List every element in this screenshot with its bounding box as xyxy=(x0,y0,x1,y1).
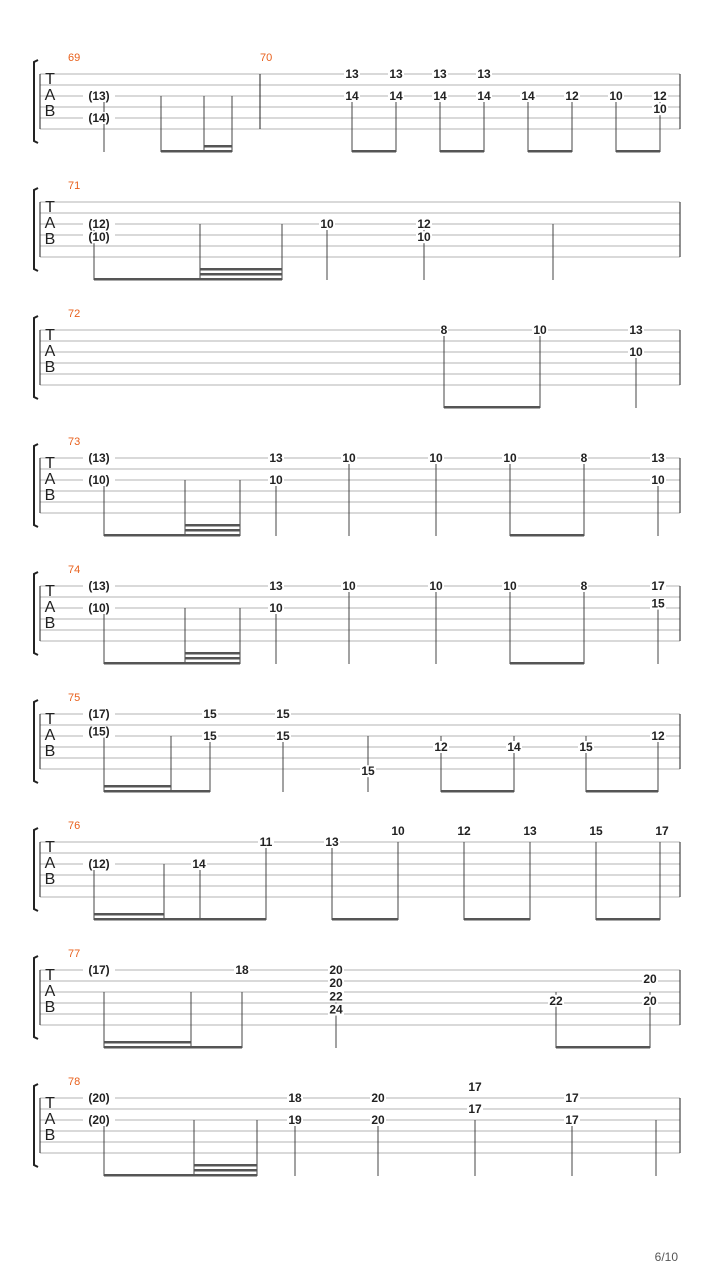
fret-number: 10 xyxy=(391,824,405,838)
note-beam xyxy=(104,785,171,788)
fret-number: 14 xyxy=(433,89,447,103)
measure-number: 73 xyxy=(68,436,81,448)
fret-number: 20 xyxy=(643,993,657,1008)
fret-number: 8 xyxy=(580,579,588,593)
note-beam xyxy=(94,918,164,921)
note-beam xyxy=(94,913,164,916)
fret-number: (14) xyxy=(88,111,110,125)
fret-number: (12) xyxy=(88,857,110,871)
fret-number: 10 xyxy=(429,579,443,593)
fret-number: 20 xyxy=(371,1091,385,1105)
fret-number: 24 xyxy=(329,1002,343,1017)
fret-number: (17) xyxy=(88,963,110,977)
system-bracket xyxy=(34,828,38,911)
fret-number: 14 xyxy=(477,89,491,103)
measure-number: 77 xyxy=(68,948,81,960)
tab-clef-letter: A xyxy=(44,599,56,616)
fret-number: 8 xyxy=(440,323,448,337)
tab-system xyxy=(34,564,680,665)
note-beam xyxy=(200,273,282,276)
fret-number: (13) xyxy=(88,579,110,593)
note-beam xyxy=(441,790,514,793)
fret-number: (17) xyxy=(88,707,110,721)
fret-number: 13 xyxy=(523,824,537,838)
system-bracket xyxy=(34,1084,38,1167)
measure-number: 78 xyxy=(68,1076,81,1088)
note-beam xyxy=(185,657,240,660)
fret-number: 10 xyxy=(320,217,334,231)
tab-clef-letter: T xyxy=(45,1095,55,1112)
fret-number: 10 xyxy=(503,579,517,593)
system-bracket xyxy=(34,316,38,399)
fret-number: 19 xyxy=(288,1113,302,1127)
fret-number: 14 xyxy=(507,740,521,754)
note-beam xyxy=(528,150,572,153)
measure-number: 74 xyxy=(68,564,81,576)
fret-number: 13 xyxy=(477,67,491,81)
fret-number: 15 xyxy=(276,707,290,721)
fret-number: 15 xyxy=(579,740,593,754)
note-beam xyxy=(185,529,240,532)
fret-number: (10) xyxy=(88,601,110,615)
tab-clef-letter: T xyxy=(45,327,55,344)
note-beam xyxy=(104,790,171,793)
fret-number: (10) xyxy=(88,230,110,245)
fret-number: 13 xyxy=(269,451,283,465)
tab-clef-letter: A xyxy=(44,983,56,1000)
fret-number: 13 xyxy=(629,323,643,337)
fret-number: 17 xyxy=(565,1091,579,1105)
tab-clef-letter: T xyxy=(45,711,55,728)
fret-number: 12 xyxy=(457,824,471,838)
measure-number: 72 xyxy=(68,308,81,320)
fret-number: 14 xyxy=(389,89,403,103)
note-beam xyxy=(185,534,240,537)
fret-number: 8 xyxy=(580,451,588,465)
tab-system xyxy=(34,948,680,1049)
system-bracket xyxy=(34,60,38,143)
fret-number: 13 xyxy=(389,67,403,81)
fret-number: 11 xyxy=(259,835,273,849)
fret-number: 13 xyxy=(325,835,339,849)
fret-number: 17 xyxy=(655,824,669,838)
fret-number: 15 xyxy=(276,729,290,743)
fret-number: 10 xyxy=(533,323,547,337)
fret-number: 17 xyxy=(565,1113,579,1127)
system-bracket xyxy=(34,444,38,527)
fret-number: 17 xyxy=(468,1102,482,1116)
tab-clef-letter: B xyxy=(44,231,56,248)
tab-clef-letter: B xyxy=(44,1127,56,1144)
system-bracket xyxy=(34,188,38,271)
note-beam xyxy=(556,1046,650,1049)
fret-number: 15 xyxy=(203,729,217,743)
fret-number: 15 xyxy=(361,764,375,779)
system-bracket xyxy=(34,956,38,1039)
note-beam xyxy=(444,406,540,409)
note-beam xyxy=(200,268,282,271)
fret-number: 12 xyxy=(565,89,579,103)
note-beam xyxy=(616,150,660,153)
fret-number: 15 xyxy=(589,824,603,838)
measure-number: 69 xyxy=(68,52,81,64)
fret-number: 10 xyxy=(417,230,431,245)
fret-number: 20 xyxy=(643,971,657,986)
note-beam xyxy=(510,534,584,537)
note-beam xyxy=(440,150,484,153)
fret-number: (13) xyxy=(88,89,110,103)
note-beam xyxy=(204,150,232,153)
tab-system xyxy=(34,820,680,921)
fret-number: 10 xyxy=(653,102,667,117)
tab-clef-letter: A xyxy=(44,215,56,232)
tab-clef-letter: B xyxy=(44,359,56,376)
fret-number: 10 xyxy=(342,451,356,465)
fret-number: 15 xyxy=(651,596,665,611)
measure-number: 71 xyxy=(68,180,81,192)
system-bracket xyxy=(34,700,38,783)
fret-number: 10 xyxy=(342,579,356,593)
tab-clef-letter: A xyxy=(44,471,56,488)
note-beam xyxy=(104,1041,191,1044)
note-beam xyxy=(194,1164,257,1167)
fret-number: (13) xyxy=(88,451,110,465)
note-beam xyxy=(200,278,282,281)
fret-number: 13 xyxy=(651,451,665,465)
fret-number: 20 xyxy=(329,976,343,991)
note-beam xyxy=(185,524,240,527)
tab-system xyxy=(34,180,680,281)
fret-number: 13 xyxy=(433,67,447,81)
tab-clef-letter: A xyxy=(44,1111,56,1128)
measure-number: 76 xyxy=(68,820,81,832)
measure-number: 75 xyxy=(68,692,81,704)
tab-clef-letter: T xyxy=(45,583,55,600)
fret-number: 13 xyxy=(269,579,283,593)
tab-clef-letter: T xyxy=(45,967,55,984)
fret-number: 10 xyxy=(609,89,623,103)
fret-number: 14 xyxy=(192,857,206,871)
tab-clef-letter: B xyxy=(44,871,56,888)
note-beam xyxy=(185,652,240,655)
tab-clef-letter: T xyxy=(45,71,55,88)
fret-number: 10 xyxy=(429,451,443,465)
tab-clef-letter: T xyxy=(45,199,55,216)
tab-clef-letter: B xyxy=(44,615,56,632)
tab-system xyxy=(34,308,680,409)
note-beam xyxy=(510,662,584,665)
note-beam xyxy=(352,150,396,153)
fret-number: 10 xyxy=(651,473,665,487)
system-bracket xyxy=(34,572,38,655)
fret-number: 10 xyxy=(269,601,283,615)
fret-number: 12 xyxy=(417,217,431,231)
tab-clef-letter: T xyxy=(45,839,55,856)
note-beam xyxy=(104,1046,191,1049)
fret-number: (20) xyxy=(88,1091,110,1105)
fret-number: 18 xyxy=(235,963,249,977)
fret-number: 12 xyxy=(434,740,448,754)
fret-number: 22 xyxy=(549,993,563,1008)
note-beam xyxy=(332,918,398,921)
fret-number: 14 xyxy=(521,89,535,103)
fret-number: (12) xyxy=(88,217,110,231)
tab-clef-letter: B xyxy=(44,743,56,760)
tab-system xyxy=(34,52,680,153)
tab-clef-letter: A xyxy=(44,343,56,360)
fret-number: 20 xyxy=(329,963,343,977)
fret-number: 13 xyxy=(345,67,359,81)
fret-number: 17 xyxy=(651,579,665,593)
tab-system xyxy=(34,692,680,793)
fret-number: 22 xyxy=(329,989,343,1004)
note-beam xyxy=(464,918,530,921)
fret-number: 20 xyxy=(371,1113,385,1127)
measure-number: 70 xyxy=(260,52,273,64)
note-beam xyxy=(586,790,658,793)
tab-clef-letter: B xyxy=(44,487,56,504)
tab-clef-letter: B xyxy=(44,103,56,120)
note-beam xyxy=(596,918,660,921)
page-number: 6/10 xyxy=(654,1250,678,1264)
tab-clef-letter: B xyxy=(44,999,56,1016)
fret-number: 10 xyxy=(503,451,517,465)
fret-number: 15 xyxy=(203,707,217,721)
fret-number: 10 xyxy=(629,345,643,359)
tab-system xyxy=(34,436,680,537)
tab-clef-letter: A xyxy=(44,855,56,872)
fret-number: (10) xyxy=(88,473,110,487)
fret-number: 17 xyxy=(468,1080,482,1094)
fret-number: (15) xyxy=(88,724,110,739)
note-beam xyxy=(204,145,232,148)
tab-system xyxy=(34,1076,680,1177)
fret-number: (20) xyxy=(88,1113,110,1127)
tab-clef-letter: A xyxy=(44,87,56,104)
note-beam xyxy=(194,1169,257,1172)
fret-number: 14 xyxy=(345,89,359,103)
note-beam xyxy=(194,1174,257,1177)
fret-number: 12 xyxy=(653,89,667,103)
tab-clef-letter: T xyxy=(45,455,55,472)
note-beam xyxy=(185,662,240,665)
fret-number: 10 xyxy=(269,473,283,487)
tab-clef-letter: A xyxy=(44,727,56,744)
fret-number: 18 xyxy=(288,1091,302,1105)
fret-number: 12 xyxy=(651,729,665,743)
